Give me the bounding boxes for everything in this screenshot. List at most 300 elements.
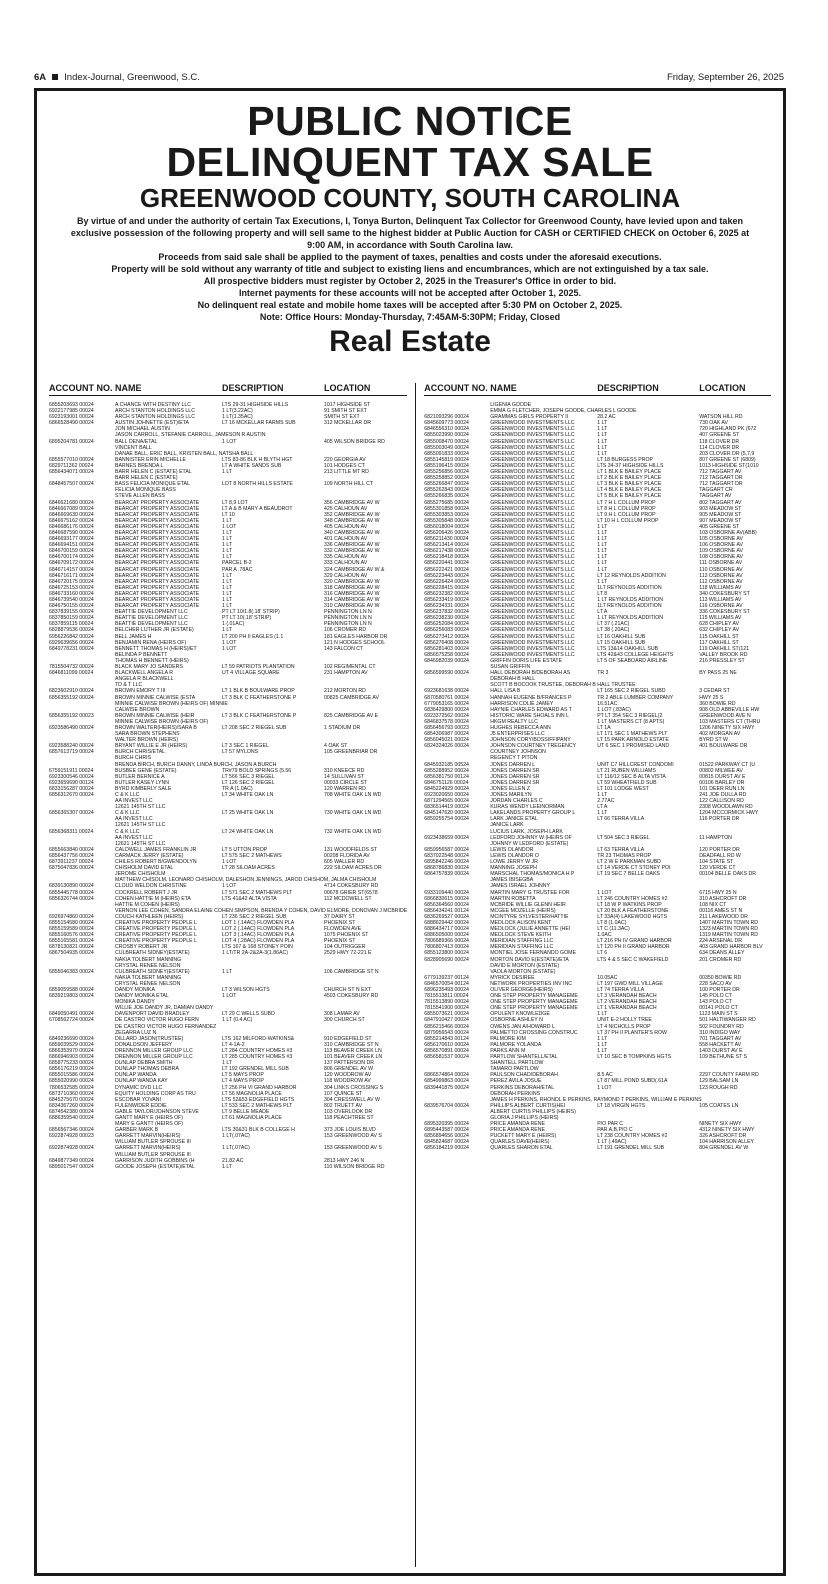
property-description: LT 2 W E PARKMAN SUBD xyxy=(597,859,661,866)
property-location: 425 CALHOUN AV xyxy=(324,505,368,512)
property-description: LT 5 MAYS PROP xyxy=(222,1072,264,1079)
account-number: 6848457507 00024 xyxy=(49,481,94,488)
account-number: 7806532585 00024 xyxy=(49,1084,94,1091)
property-location: 324 CAMBRIDGE AV W & xyxy=(324,566,385,573)
account-number: 6855196415 00024 xyxy=(424,462,469,469)
owner-name: C & K LLC xyxy=(115,810,140,817)
account-number: 6864757839 00024 xyxy=(424,871,469,878)
property-location: 732 WHITE OAK LN WD xyxy=(324,828,382,835)
account-number: 6886505000 00024 xyxy=(424,932,469,939)
property-location: 216 PRESSLEY ST xyxy=(699,657,745,664)
column-headers xyxy=(49,383,407,396)
account-number: 6828905690 00024 xyxy=(424,956,469,963)
owner-name: QUARLES SHARON ETAL xyxy=(490,1145,553,1152)
account-number: 6846700159 00024 xyxy=(49,548,94,555)
property-location: 37 DAIRY ST xyxy=(324,913,355,920)
property-description: 1 LT xyxy=(597,444,608,451)
property-description: 1 LOT xyxy=(222,859,237,866)
listing-row xyxy=(49,420,407,426)
listing-row xyxy=(49,1133,407,1139)
property-location: 119 OAKHILL ST(121 xyxy=(699,645,750,652)
account-number: 6855663840 00024 xyxy=(49,846,94,853)
property-description: LT 19 SEC 7 BELLE OAKS xyxy=(597,871,660,878)
owner-name: MCINTYRE SYLVESTER/HATTIE xyxy=(490,913,569,920)
property-location: 106 CAMBRIDGE ST N xyxy=(324,968,379,975)
account-number: 6856217438 00024 xyxy=(424,548,469,555)
owner-name: DRENNON MILLER GROUP LLC xyxy=(115,1047,193,1054)
property-description: LT 575 SEC 2 MATHEWS xyxy=(222,852,282,859)
property-location: 1123 MAIN ST S xyxy=(699,1011,738,1018)
property-location: 356 CAMBRIDGE AV W xyxy=(324,499,380,506)
property-location: 241 JOE DULLA RD xyxy=(699,792,747,798)
property-location: 117 OAKHILL ST xyxy=(699,639,739,646)
owner-note: WALTER BROWN (HEIRS) xyxy=(115,737,179,744)
property-location: 01522 PARKWAY CT (U xyxy=(699,761,756,768)
owner-name: LARK JANICE ETAL xyxy=(490,816,538,823)
property-description: LT 200 PH II EAGLES (1.1 xyxy=(222,633,284,640)
property-description: 1 LT xyxy=(222,554,232,561)
account-number: 6923020650 00024 xyxy=(424,792,469,798)
owner-name: DAVENPORT DAVID BRADLEY xyxy=(115,1011,190,1018)
property-description: 1 LT xyxy=(597,1035,608,1042)
property-location: 1206 NINETY SIX HWY xyxy=(699,724,755,731)
owner-name: GREENWOOD INVESTMENTS LLC xyxy=(490,548,575,555)
owner-name: GOODE JOSEPH (ESTATE)/ETAL xyxy=(115,1163,195,1170)
owner-name: MCBRIDE WILLIE GLENN HEIR xyxy=(490,901,566,908)
account-number: 6875047836 00024 xyxy=(49,865,94,872)
owner-name: BALL DENA/ETAL xyxy=(115,438,158,445)
property-location: 405 GREENE ST xyxy=(699,523,740,530)
property-location: 201 CROMER RD xyxy=(699,956,742,963)
account-number: 6845609773 00024 xyxy=(424,420,469,427)
listing-row xyxy=(49,670,407,676)
property-description: LT 4 MAYS PROP xyxy=(222,1078,264,1085)
owner-note: 12621 145TH ST LLC xyxy=(115,822,166,829)
account-number: 6859255754 00024 xyxy=(424,816,469,823)
account-number: 6856222421 00024 xyxy=(424,566,469,573)
listing-row xyxy=(424,816,771,822)
property-description: LT 2 BLK E BAILEY PLACE xyxy=(597,475,662,482)
property-location: 111 OSBORNE AV xyxy=(699,560,743,567)
property-description: 1 LT xyxy=(222,542,232,549)
owner-name: HKGM REALTY LLC xyxy=(490,718,538,725)
property-description: 1 LT xyxy=(222,968,232,975)
account-number: 6856894656 00024 xyxy=(424,1133,469,1140)
property-location: 314 CAMBRIDGE AV W xyxy=(324,597,380,603)
property-description: LT 3 BLK C FEATHERSTONE P xyxy=(222,694,297,701)
property-description: 1LT REYNOLDS ADDITION xyxy=(597,603,662,610)
property-description: 1 LOT xyxy=(222,883,237,890)
owner-name: GREENWOOD INVESTMENTS LLC xyxy=(490,517,575,524)
account-number: 6846709172 00024 xyxy=(49,560,94,567)
owner-name: MARTIN MARY G TRUSTEE FOR xyxy=(490,889,570,896)
property-description: LT 191 GRENDEL MILL SUB xyxy=(597,1145,665,1152)
property-location: 373 JOE LOUIS BLVD xyxy=(324,1127,376,1134)
property-location: 908 OLD ABBEVILLE HW xyxy=(699,706,760,713)
listing-row xyxy=(49,725,407,731)
property-location: 137 PATTERSON DR xyxy=(324,1060,374,1067)
notice-paragraph: Internet payments for these accounts will not be accepted after October 1, 2025. xyxy=(238,288,582,298)
owner-name: GREENWOOD INVESTMENTS LLC xyxy=(490,651,575,658)
owner-name: PALMETTO CROSSING CONSTRUC xyxy=(490,1029,578,1036)
owner-name: FULENWIDER EDDIE xyxy=(115,1102,167,1109)
listing-row xyxy=(424,1103,771,1109)
owner-note: MINNIE CALWISE BROWN (HEIRS OF) xyxy=(115,718,209,725)
owner-note: FELICIA MONIQUE BASS xyxy=(115,487,176,494)
account-number: 6856326744 00024 xyxy=(49,895,94,902)
owner-name: MCGEE MOZELLE (HEIRS) xyxy=(490,907,556,914)
account-number: 6854999863 00024 xyxy=(424,1078,469,1085)
property-description: 1 LT xyxy=(597,566,608,573)
header-description: DESCRIPTION xyxy=(222,383,284,393)
property-location: 231 HAMPTON AV xyxy=(324,670,368,677)
owner-note: TAMARO PARTLOW xyxy=(490,1066,539,1073)
account-number: 6829711362 00024 xyxy=(49,462,94,469)
property-description: LT 20 BLK A FEATHERSTONE xyxy=(597,907,669,914)
account-number: 6849778231 00024 xyxy=(49,645,94,652)
account-number: 6836269527 00024 xyxy=(424,913,469,920)
owner-name: GREENWOOD INVESTMENTS LLC xyxy=(490,487,575,494)
property-description: 1 LT xyxy=(597,432,608,439)
account-number: 6855020990 00024 xyxy=(49,1078,94,1085)
property-description: 1 LT xyxy=(597,420,608,427)
account-number: 6846733160 00024 xyxy=(49,590,94,597)
issue-date: Friday, September 26, 2025 xyxy=(666,71,784,83)
owner-name: DONALDSON JEFFERY xyxy=(115,1041,173,1048)
account-number: 6779139237 00124 xyxy=(424,974,469,981)
account-number: 6846667089 00024 xyxy=(49,505,94,512)
owner-name: PRICE AMANDA RENE xyxy=(490,1127,545,1134)
listing-row xyxy=(49,646,407,652)
property-description: 1 LT xyxy=(597,536,608,543)
account-number: 6837022548 00024 xyxy=(424,852,469,859)
header-name: NAME xyxy=(490,383,517,393)
property-description: LT 10 SEC B TOMPKINS HGTS xyxy=(597,1054,672,1061)
owner-name: GREENWOOD INVESTMENTS LLC xyxy=(490,426,575,433)
property-description: UNIT E-2 HOLLY TREE xyxy=(597,1017,652,1024)
county-title: GREENWOOD COUNTY, SOUTH CAROLINA xyxy=(139,183,681,213)
account-number: 6855275685 00024 xyxy=(424,499,469,506)
page-number: 6A xyxy=(34,71,47,83)
account-number: 6821093296 00024 xyxy=(424,414,469,421)
property-location: 104 HARRISON ALLEY xyxy=(699,1139,754,1146)
property-description: 1 LT xyxy=(222,572,232,579)
property-location: 329 CALHOUN AV xyxy=(324,572,368,579)
property-description: LT 37 (.21AC) xyxy=(597,621,630,628)
account-number: 6856256083 00024 xyxy=(424,627,469,634)
property-location: 340 COKESBURY ST xyxy=(699,590,750,597)
property-description: LT 3 VERANDAH BEACH xyxy=(597,993,657,1000)
listing-row xyxy=(49,896,407,902)
property-location: 112 MCDOWELL ST xyxy=(324,895,372,902)
property-location: 106 CROMER RD xyxy=(324,627,367,634)
property-description: LT 21 RUBEN WILLIAMS xyxy=(597,767,656,774)
property-description: LT 4-1A-2 xyxy=(222,1041,245,1048)
property-description: 1 LOT xyxy=(222,523,237,530)
property-location: 118 CLOVER DR xyxy=(699,438,740,445)
owner-name: HISTORIC WARE SHOALS INN L xyxy=(490,712,569,719)
owner-name: CULBREATH SIDNEY(ESTATE) xyxy=(115,968,190,975)
property-location: 403 GRAND HARBOR BLV xyxy=(699,944,763,951)
owner-name: ONE STEP PROPERTY MANAGEME xyxy=(490,1005,578,1012)
property-description: LT 57 MYLONS xyxy=(222,749,259,756)
left-listing xyxy=(49,402,407,1170)
account-number: 6868786830 00024 xyxy=(424,865,469,872)
owner-name: GREENWOOD INVESTMENTS LLC xyxy=(490,505,575,512)
property-description: LT 3 SEC 1 RIEGEL xyxy=(222,743,269,750)
account-number: 6856211430 00024 xyxy=(424,536,469,543)
account-number: 6870580761 00024 xyxy=(424,694,469,701)
property-location: 2308 WOODLAWN RD xyxy=(699,804,753,811)
account-number: 6855015586 00024 xyxy=(49,1072,94,1079)
listing-row xyxy=(424,1085,771,1091)
property-location: 109 NORTH HILL CT xyxy=(324,481,374,488)
account-number: 6846811099 00024 xyxy=(49,670,94,677)
property-description: LT 4 BLK E BAILEY PLACE xyxy=(597,487,662,494)
owner-name: BEARCAT PROPERTY ASSOCIATE xyxy=(115,572,200,579)
owner-name: GREENWOOD INVESTMENTS LLC xyxy=(490,645,575,652)
property-location: 00815 DURST AV E xyxy=(699,773,746,780)
owner-name: GREENWOOD INVESTMENTS LLC xyxy=(490,456,575,463)
account-number: 7815513890 00024 xyxy=(424,999,469,1006)
account-number: 6855154580 00024 xyxy=(49,919,94,926)
owner-name: DYNAMIC DVD LLC xyxy=(115,1084,163,1091)
owner-name: MANNING JOSEPH xyxy=(490,865,537,872)
property-description: LOT 4 (.28AC) FLOWDEN PLA xyxy=(222,938,295,945)
owner-note: WILLIAM BUTLER SPROUSE III xyxy=(115,1139,191,1146)
property-description: LT 116/12 SEC B ALTA VISTA xyxy=(597,773,666,780)
account-number: 6839130890 00024 xyxy=(49,883,94,890)
owner-name: DUNLAP THOMAS DEBRA xyxy=(115,1066,179,1073)
owner-name: GREENWOOD INVESTMENTS LLC xyxy=(490,511,575,518)
owner-name: DE CASTRO VICTOR HUGO FERN xyxy=(115,1017,199,1024)
property-location: 123 ROUGH RD xyxy=(699,1084,738,1091)
owner-name: HALL LISA B xyxy=(490,688,521,695)
account-number: 6856570891 00024 xyxy=(424,1047,469,1054)
property-description: 1 LT xyxy=(597,1011,608,1018)
property-location: 407 GREENE ST xyxy=(699,432,740,439)
owner-name: COUCH KATHLEEN (HEIRS) xyxy=(115,913,184,920)
owner-name: BEATTIE DEVELOPMENT LLC xyxy=(115,609,188,616)
account-number: 7806807413 00024 xyxy=(424,944,469,951)
property-location: 110 OSBORNE AV xyxy=(699,566,743,573)
property-description: 1 LT (0.4 AC) xyxy=(222,1017,253,1024)
owner-note: DAVID E MORTON (ESTATE) xyxy=(490,962,560,969)
account-number: 6856364560 00024 xyxy=(424,901,469,908)
owner-note: DANAE BALL, ERIC BALL, KRISTEN BALL, NATSHA BALL xyxy=(115,450,254,457)
property-location: 103 OVERLOOK DR xyxy=(324,1108,373,1115)
property-description: LT 8 H L COLLUM PROP xyxy=(597,505,656,512)
owner-name: MYRICK DESIREE xyxy=(490,974,535,981)
account-number: 6866353970 00024 xyxy=(49,1047,94,1054)
property-location: 116 OSBORNE AV xyxy=(699,603,743,610)
property-description: LTS 34-37 HIGHSIDE HILLS xyxy=(597,462,664,469)
owner-name: BEARCAT PROPERTY ASSOCIATE xyxy=(115,597,200,603)
owner-name: GREENWOOD INVESTMENTS LLC xyxy=(490,597,575,603)
account-number: 6923659690 00124 xyxy=(49,779,94,786)
account-number: 6839576704 00024 xyxy=(424,1102,469,1109)
account-number: 6874542380 00024 xyxy=(49,1108,94,1115)
property-location: 00141 POLO CT xyxy=(699,1005,738,1012)
owner-name: DANDY MONIKA xyxy=(115,987,155,993)
property-location: 181 EAGLES HARBOR DR xyxy=(324,633,388,640)
account-number: 6849236690 00024 xyxy=(49,1035,94,1042)
property-description: 1 LT xyxy=(222,627,232,634)
owner-name: ARCH STANTON HOLDINGS LLC xyxy=(115,408,195,415)
property-location: 405 WILSON BRIDGE RD xyxy=(324,438,385,445)
owner-name: GREENWOOD INVESTMENTS LLC xyxy=(490,469,575,476)
owner-note: THOMAS H BENNETT (HEIRS) xyxy=(115,657,189,664)
listing-row xyxy=(424,670,771,676)
property-location: 310 KNEECE RD xyxy=(324,767,365,774)
owner-note: VAOLA MORTON (ESTATE) xyxy=(490,968,556,975)
property-location: 910 EDGEFIELD ST xyxy=(324,1035,372,1042)
property-description: 1LT REYNOLDS ADDITION xyxy=(597,584,662,591)
property-description: LT 2 VERANDAH BEACH xyxy=(597,999,657,1006)
property-description: PARCEL B-2 xyxy=(222,560,252,567)
owner-name: BRYANT WILLIE E JR (HEIRS) xyxy=(115,743,188,750)
owner-name: BEARCAT PROPERTY ASSOCIATE xyxy=(115,584,200,591)
property-location: 112 OSBORNE AV xyxy=(699,578,743,585)
owner-name: DUNLAP WANDA KAY xyxy=(115,1078,168,1085)
owner-name: OWENS JAN A/HOWARD L xyxy=(490,1023,555,1030)
owner-name: BEARCAT PROPERTY ASSOCIATE xyxy=(115,499,200,506)
property-location: 501 HALTIWANGER RD xyxy=(699,1017,756,1024)
property-location: 120 WOODROW AV xyxy=(324,1072,372,1079)
property-location: 203 CLOVER DR (5,7,9 xyxy=(699,450,755,457)
listing-row xyxy=(49,969,407,975)
property-description: 1 LT xyxy=(222,536,232,543)
owner-name: GRIFFIN DORIS LIFE ESTATE xyxy=(490,657,563,664)
account-number: 6956226842 00024 xyxy=(49,633,94,640)
owner-name: JONES DARREN SR xyxy=(490,779,540,786)
notice-paragraph: No delinquent real estate and mobile home taxes will be accepted after 5:30 PM on October 2, 2025. xyxy=(197,300,623,310)
property-location: SMITH ST EXT xyxy=(324,414,360,421)
property-description: 1 LT xyxy=(597,1047,608,1054)
listing-row xyxy=(49,439,407,445)
property-description: LT 29 C WELLS SUBD xyxy=(222,1011,275,1018)
account-number: 6855145819 00024 xyxy=(424,456,469,463)
property-description: LT 74 TERRA VILLA xyxy=(597,987,645,993)
property-location: 115 WILLIAMS AV xyxy=(699,615,742,622)
account-number: 6855023990 00024 xyxy=(424,432,469,439)
property-description: LT 165 SEC 2 RIEGEL SUBD xyxy=(597,688,666,695)
property-description: LT 1 VERANDAH BEACH xyxy=(597,1005,657,1012)
owner-name: BUTLER KASEY LYNN xyxy=(115,779,170,786)
owner-name: DUNLAP WANDA xyxy=(115,1072,157,1079)
property-description: LT 216 PH IV GRAND HARBOR xyxy=(597,938,672,945)
account-number: 6866830615 00024 xyxy=(424,895,469,902)
account-number: 6866946903 00024 xyxy=(49,1054,94,1061)
owner-name: BEARCAT PROPERTY ASSOCIATE xyxy=(115,542,200,549)
account-number: 6855266847 00024 xyxy=(424,481,469,488)
owner-name: GREENWOOD INVESTMENTS LLC xyxy=(490,584,575,591)
owner-note: DEBORAH PERKINS xyxy=(490,1090,541,1097)
property-description: TR 2 ABLE LUMBER COMPANY xyxy=(597,694,674,701)
account-number: 6855301858 00024 xyxy=(424,505,469,512)
account-number: 6855165581 00024 xyxy=(49,938,94,945)
owner-name: JONES DARREN SR xyxy=(490,773,540,780)
listing-row xyxy=(424,871,771,877)
owner-name: LAKELANDS PROPERTY GROUP L xyxy=(490,810,576,817)
property-description: LT 9 BELLE MEADE xyxy=(222,1108,270,1115)
property-location: 222 SILOAM ACRES DR xyxy=(324,865,382,872)
property-description: 1 LT xyxy=(597,542,608,549)
property-location: 3 CEDAR ST xyxy=(699,688,730,695)
owner-name: GREENWOOD INVESTMENTS LLC xyxy=(490,590,575,597)
property-description: LOT 8 NORTH HILLS ESTATE xyxy=(222,481,293,488)
header-location: LOCATION xyxy=(699,383,746,393)
owner-name: BARR HELEN C (ESTATE) ETAL xyxy=(115,469,192,476)
property-description: 21.82 AC xyxy=(222,1157,244,1164)
property-location: 00825 CAMBRIDGE AV xyxy=(324,694,379,701)
account-number: 6845147620 00024 xyxy=(424,810,469,817)
owner-note: ZEGARRA LUZ N xyxy=(115,1029,157,1036)
listing-row xyxy=(49,481,407,487)
account-number: 7815504732 00024 xyxy=(49,664,94,671)
property-description: LT 208 SEC 2 RIEGEL SUB xyxy=(222,724,287,731)
owner-name: BEARCAT PROPERTY ASSOCIATE xyxy=(115,505,200,512)
property-location: 905 MEADOW ST xyxy=(699,511,742,518)
property-description: LT 12 REYNOLDS ADDITION xyxy=(597,572,666,579)
property-location: 332 CAMBRIDGE AV W xyxy=(324,548,380,555)
account-number: 6846669630 00024 xyxy=(49,511,94,518)
owner-name: BEARCAT PROPERTY ASSOCIATE xyxy=(115,523,200,530)
account-number: 6855303853 00024 xyxy=(424,511,469,518)
property-location: 308 LAMAR AV xyxy=(324,1011,360,1018)
property-description: LT 533 SEC 2 MATHEWS PLT xyxy=(222,1102,293,1109)
property-location: 101 HODGES CT xyxy=(324,462,365,469)
property-description: 1 LT xyxy=(597,578,608,585)
property-description: 28.2 AC xyxy=(597,414,616,421)
account-number: 6779053165 00024 xyxy=(424,700,469,707)
owner-note: AA INVEST LLC xyxy=(115,798,153,805)
owner-note: MONIKA DANDY xyxy=(115,999,155,1006)
property-description: LT 1 BLK B BOULWARE PROP xyxy=(222,688,295,695)
property-description: 1 LOT xyxy=(597,889,612,896)
account-number: 6856365307 00024 xyxy=(49,810,94,817)
property-location: 4 OAK ST xyxy=(324,743,348,750)
owner-note: CRYSTAL RENEE NELSON xyxy=(115,962,181,969)
owner-note: EMMA G FLETCHER, JOSEPH GOODE, CHARLES L GOODE xyxy=(490,408,637,415)
account-number: 6895320395 00024 xyxy=(424,1121,469,1128)
owner-name: PALMORE YOLANDA xyxy=(490,1041,542,1048)
account-number: 6856599590 00024 xyxy=(424,670,469,677)
property-description: LT 16 MCKELLAR FARMS SUB xyxy=(222,420,296,427)
account-number: 6855258852 00024 xyxy=(424,475,469,482)
owner-name: PARTLOW SHANTELL/ETAL xyxy=(490,1054,558,1061)
property-location: PENNINGTON LN N xyxy=(324,621,372,628)
owner-name: GREENWOOD INVESTMENTS LLC xyxy=(490,493,575,500)
property-location: 628 CHIPLEY AV xyxy=(699,621,740,628)
property-location: PENNINGTON LN N xyxy=(324,609,372,616)
property-location: BY PASS 25 NE xyxy=(699,670,737,677)
property-description: LT 18 W P WATKINS PROP xyxy=(597,901,662,908)
owner-name: BEARCAT PROPERTY ASSOCIATE xyxy=(115,566,200,573)
property-location: 105 OSBORNE AV xyxy=(699,536,743,543)
property-description: UT 4 VILLAGE SQUARE xyxy=(222,670,280,677)
property-description: LT 566 SEC 3 RIEGEL xyxy=(222,773,275,780)
property-description: LT 101 LODGE WEST xyxy=(597,785,649,792)
owner-name: CROSBY ROBERT JR xyxy=(115,944,168,951)
notice-paragraph: Note: Office Hours: Monday-Thursday, 7:45AM-5:30PM; Friday, Closed xyxy=(259,312,561,322)
owner-note: NAKIA TOLBERT MANNING xyxy=(115,956,182,963)
account-number: 6856018004 00024 xyxy=(424,523,469,530)
property-location: 1013 HIGHSIDE ST(1010 xyxy=(699,462,759,469)
owner-name: BROWN MINNIE CALWISE (ESTA xyxy=(115,694,196,701)
account-number: 6922874928 00024 xyxy=(49,1145,94,1152)
owner-name: ESCOBAR YOVANI xyxy=(115,1096,161,1103)
